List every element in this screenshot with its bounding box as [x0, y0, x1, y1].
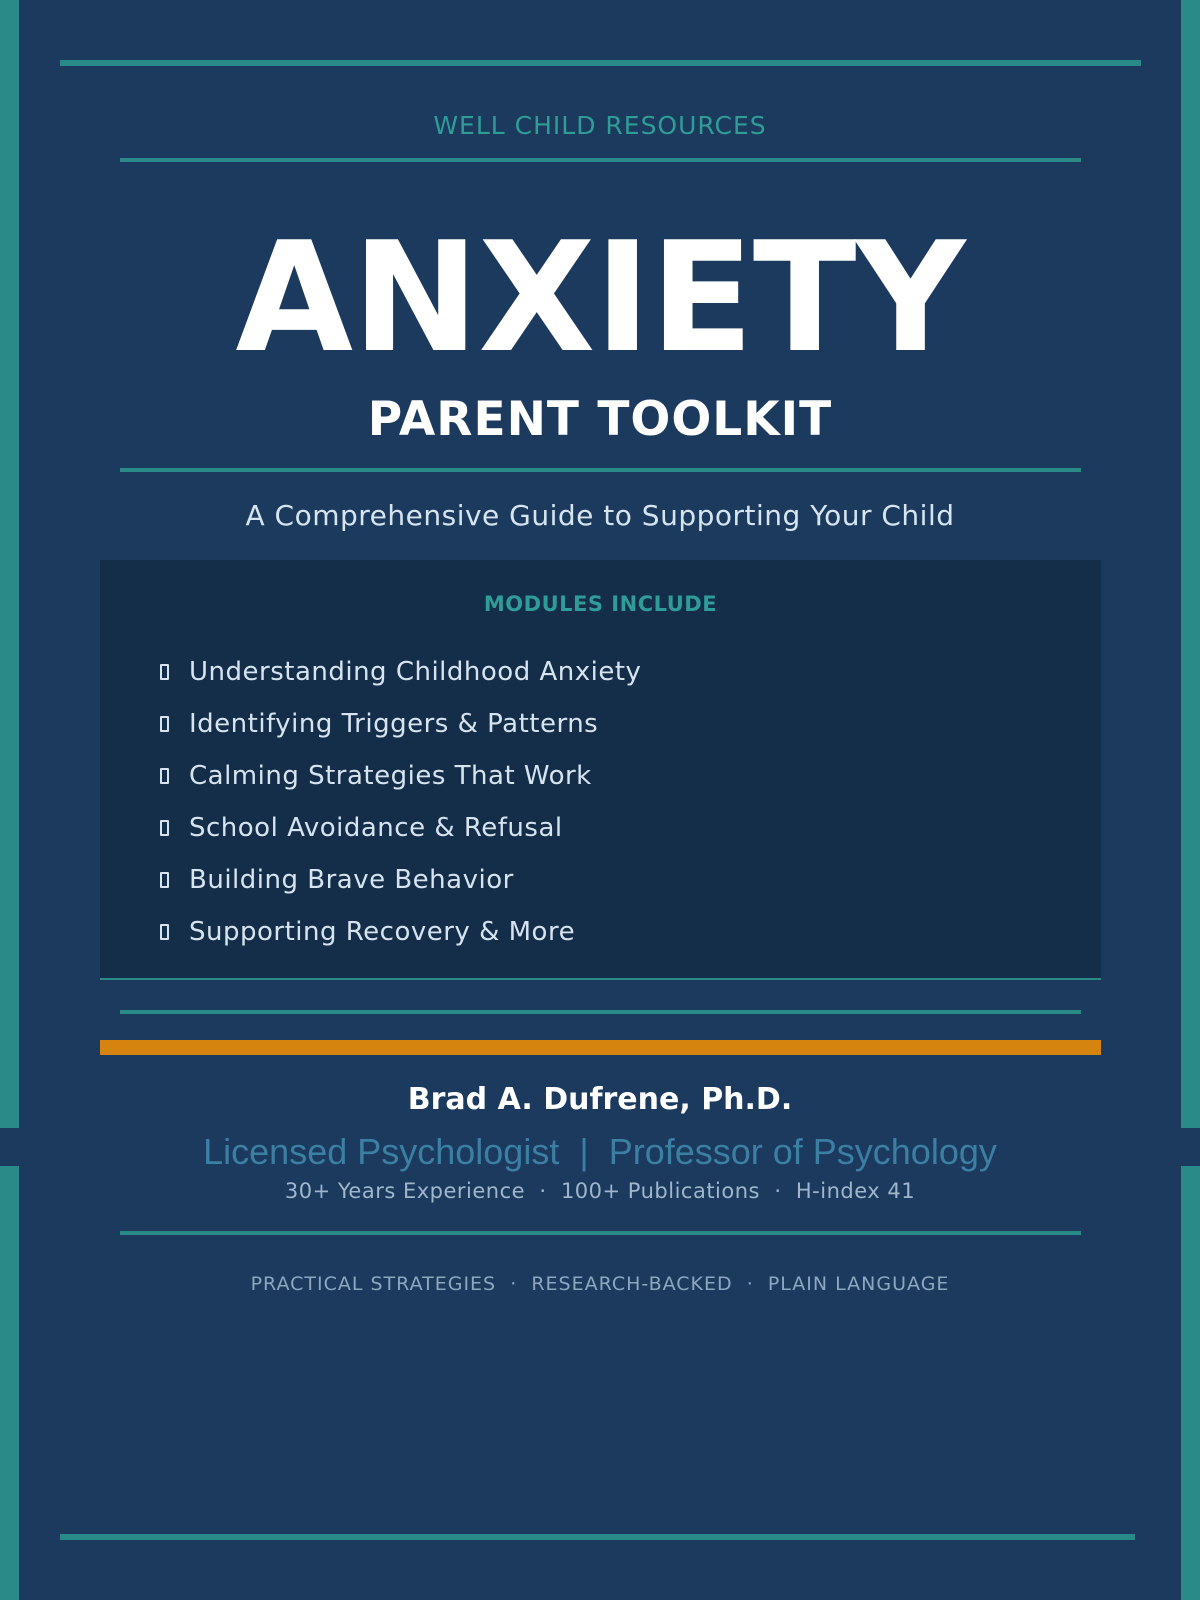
cover-subtitle: PARENT TOOLKIT: [367, 392, 833, 447]
author-divider-bottom: [120, 1231, 1081, 1235]
cover-tagline: A Comprehensive Guide to Supporting Your Child: [245, 499, 955, 532]
subtitle-divider: [120, 468, 1081, 472]
modules-bottom-border: [100, 978, 1101, 980]
list-item: [160, 646, 641, 698]
checkbox-icon: [160, 716, 169, 732]
module-label: Supporting Recovery & More: [189, 917, 576, 947]
author-stats: 30+ Years Experience · 100+ Publications · H-index 41: [284, 1179, 916, 1203]
list-item: [160, 698, 641, 750]
list-item: [160, 802, 641, 854]
checkbox-icon: [160, 664, 169, 680]
modules-panel: [100, 560, 1101, 978]
left-border-top: [0, 0, 19, 1128]
top-rule: [60, 60, 1141, 66]
feature-tagline: PRACTICAL STRATEGIES · RESEARCH-BACKED · PLAIN LANGUAGE: [250, 1273, 950, 1295]
accent-bar: [100, 1040, 1101, 1055]
publisher-name: WELL CHILD RESOURCES: [433, 111, 767, 140]
author-name: Brad A. Dufrene, Ph.D.: [407, 1082, 793, 1117]
right-border-top: [1181, 0, 1200, 1128]
right-border-bottom: [1181, 1166, 1200, 1600]
module-label: Understanding Childhood Anxiety: [189, 657, 642, 687]
module-list: [160, 646, 641, 958]
author-divider-top: [120, 1010, 1081, 1014]
publisher-divider: [120, 158, 1081, 162]
modules-heading: MODULES INCLUDE: [483, 592, 718, 616]
checkbox-icon: [160, 924, 169, 940]
checkbox-icon: [160, 768, 169, 784]
left-border-bottom: [0, 1166, 19, 1600]
checkbox-icon: [160, 820, 169, 836]
module-label: Building Brave Behavior: [189, 865, 514, 895]
cover-title: ANXIETY: [235, 209, 965, 386]
author-credentials: Licensed Psychologist | Professor of Psychology: [203, 1131, 997, 1172]
module-label: Calming Strategies That Work: [189, 761, 592, 791]
module-label: Identifying Triggers & Patterns: [189, 709, 599, 739]
list-item: [160, 906, 641, 958]
list-item: [160, 854, 641, 906]
list-item: [160, 750, 641, 802]
checkbox-icon: [160, 872, 169, 888]
module-label: School Avoidance & Refusal: [189, 813, 563, 843]
bottom-rule: [60, 1534, 1135, 1540]
